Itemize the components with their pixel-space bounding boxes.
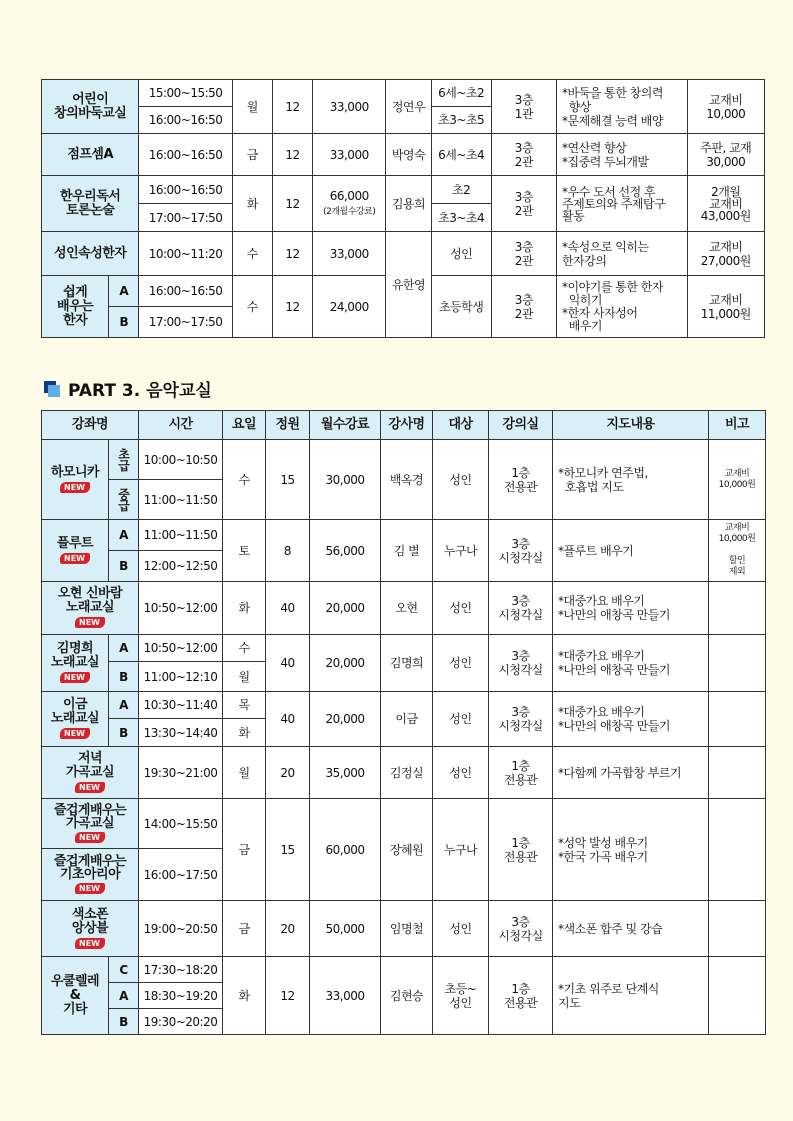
- content: *연산력 향상 *집중력 두뇌개발: [557, 134, 688, 176]
- class-time: 10:50~12:00: [139, 635, 223, 662]
- content: *이야기를 통한 한자 익히기 *한자 사자성어 배우기: [557, 276, 688, 338]
- class-day: 월: [223, 747, 266, 799]
- note: 교재비 11,000원: [687, 276, 764, 338]
- target: 6세~초2: [431, 80, 491, 107]
- content: *대중가요 배우기 *나만의 애창곡 만들기: [553, 692, 709, 747]
- target: 초등학생: [431, 276, 491, 338]
- monthly-fee: 33,000: [313, 134, 386, 176]
- note: 교재비 10,000원 할인 제외: [709, 520, 766, 582]
- monthly-fee: 35,000: [310, 747, 381, 799]
- header-capacity: 정원: [266, 411, 310, 440]
- capacity: 8: [266, 520, 310, 582]
- class-day: 수: [232, 232, 272, 276]
- room: 3층 2관: [491, 232, 556, 276]
- header-teacher: 강사명: [381, 411, 433, 440]
- monthly-fee: 33,000: [313, 232, 386, 276]
- note: [709, 692, 766, 747]
- new-badge: NEW: [75, 832, 105, 843]
- table-row: [42, 440, 766, 480]
- class-time: 19:30~21:00: [139, 747, 223, 799]
- note: 교재비 27,000원: [687, 232, 764, 276]
- group-label: B: [109, 307, 139, 338]
- capacity: 20: [266, 747, 310, 799]
- course-name: 김명희 노래교실 NEW: [42, 635, 109, 692]
- table-row: [42, 520, 766, 551]
- target: 누구나: [433, 799, 489, 901]
- capacity: 12: [272, 232, 312, 276]
- course-name: 쉽게 배우는 한자: [42, 276, 109, 338]
- new-badge: NEW: [75, 883, 105, 894]
- class-time: 12:00~12:50: [139, 551, 223, 582]
- group-label: A: [109, 635, 139, 662]
- class-time: 13:30~14:40: [139, 719, 223, 747]
- class-time: 17:00~17:50: [139, 204, 232, 232]
- teacher: 김 별: [381, 520, 433, 582]
- course-name: 이금 노래교실 NEW: [42, 692, 109, 747]
- capacity: 40: [266, 635, 310, 692]
- class-time: 10:30~11:40: [139, 692, 223, 719]
- class-time: 17:30~18:20: [139, 957, 223, 983]
- note: [709, 747, 766, 799]
- note: [709, 635, 766, 692]
- table-row: [42, 80, 765, 107]
- note: 교재비 10,000: [687, 80, 764, 134]
- room: 1층 전용관: [489, 440, 553, 520]
- table-row: [42, 176, 765, 204]
- teacher: 유한영: [386, 232, 431, 338]
- course-name: 어린이 창의바둑교실: [42, 80, 139, 134]
- content: *우수 도서 선정 후 주제토의와 주제탐구 활동: [557, 176, 688, 232]
- section-heading: [44, 376, 212, 401]
- target: 성인: [433, 635, 489, 692]
- group-label: B: [109, 1009, 139, 1035]
- monthly-fee: 24,000: [313, 276, 386, 338]
- note: 주판, 교재 30,000: [687, 134, 764, 176]
- class-table-part2: [41, 79, 765, 338]
- course-name: 한우리독서 토론논술: [42, 176, 139, 232]
- room: 3층 2관: [491, 134, 556, 176]
- group-label: A: [109, 520, 139, 551]
- new-badge: NEW: [75, 617, 105, 628]
- target: 6세~초4: [431, 134, 491, 176]
- class-day: 금: [232, 134, 272, 176]
- teacher: 김용희: [386, 176, 431, 232]
- class-time: 17:00~17:50: [139, 307, 232, 338]
- monthly-fee: 30,000: [310, 440, 381, 520]
- class-day: 화: [223, 582, 266, 635]
- group-label: B: [109, 662, 139, 692]
- monthly-fee: 56,000: [310, 520, 381, 582]
- note: [709, 582, 766, 635]
- class-time: 19:00~20:50: [139, 901, 223, 957]
- group-label: B: [109, 719, 139, 747]
- target: 초3~초5: [431, 107, 491, 134]
- header-room: 강의실: [489, 411, 553, 440]
- target: 성인: [433, 692, 489, 747]
- monthly-fee: 20,000: [310, 582, 381, 635]
- room: 1층 전용관: [489, 747, 553, 799]
- group-label: B: [109, 551, 139, 582]
- monthly-fee: 33,000: [310, 957, 381, 1035]
- teacher: 임명철: [381, 901, 433, 957]
- capacity: 12: [272, 80, 312, 134]
- class-day: 금: [223, 799, 266, 901]
- target: 성인: [433, 747, 489, 799]
- content: *성악 발성 배우기 *한국 가곡 배우기: [553, 799, 709, 901]
- room: 3층 2관: [491, 176, 556, 232]
- table-row: [42, 901, 766, 957]
- capacity: 40: [266, 692, 310, 747]
- header-target: 대상: [433, 411, 489, 440]
- class-time: 14:00~15:50: [139, 799, 223, 849]
- course-name: 즐겁게배우는 기초아리아 NEW: [42, 849, 139, 901]
- monthly-fee: 33,000: [313, 80, 386, 134]
- teacher: 오현: [381, 582, 433, 635]
- course-name: 플루트 NEW: [42, 520, 109, 582]
- note: [709, 901, 766, 957]
- new-badge: NEW: [60, 553, 90, 564]
- class-time: 18:30~19:20: [139, 983, 223, 1009]
- header-time: 시간: [139, 411, 223, 440]
- monthly-fee: 50,000: [310, 901, 381, 957]
- new-badge: NEW: [75, 938, 105, 949]
- capacity: 15: [266, 440, 310, 520]
- class-day: 화: [223, 957, 266, 1035]
- level-label: 초급: [109, 440, 139, 480]
- target: 누구나: [433, 520, 489, 582]
- capacity: 15: [266, 799, 310, 901]
- note: [709, 799, 766, 901]
- class-time: 16:00~17:50: [139, 849, 223, 901]
- class-time: 11:00~12:10: [139, 662, 223, 692]
- content: *속성으로 익히는 한자강의: [557, 232, 688, 276]
- monthly-fee: 20,000: [310, 635, 381, 692]
- target: 성인: [433, 440, 489, 520]
- room: 1층 전용관: [489, 799, 553, 901]
- class-day: 월: [232, 80, 272, 134]
- header-day: 요일: [223, 411, 266, 440]
- class-time: 11:00~11:50: [139, 520, 223, 551]
- teacher: 김현승: [381, 957, 433, 1035]
- table-header-row: [42, 411, 766, 440]
- group-label: A: [109, 692, 139, 719]
- table-row: [42, 582, 766, 635]
- capacity: 12: [272, 276, 312, 338]
- target: 초등~ 성인: [433, 957, 489, 1035]
- course-name: 하모니카 NEW: [42, 440, 109, 520]
- new-badge: NEW: [60, 672, 90, 683]
- class-day: 목: [223, 692, 266, 719]
- course-name: 우쿨렐레 & 기타: [42, 957, 109, 1035]
- class-time: 16:00~16:50: [139, 107, 232, 134]
- class-day: 수: [223, 440, 266, 520]
- content: *대중가요 배우기 *나만의 애창곡 만들기: [553, 635, 709, 692]
- monthly-fee: 60,000: [310, 799, 381, 901]
- target: 성인: [431, 232, 491, 276]
- new-badge: NEW: [75, 782, 105, 793]
- teacher: 김명희: [381, 635, 433, 692]
- group-label: A: [109, 983, 139, 1009]
- course-name: 오현 신바람 노래교실 NEW: [42, 582, 139, 635]
- class-day: 화: [232, 176, 272, 232]
- table-row: [42, 799, 766, 849]
- target: 성인: [433, 582, 489, 635]
- target: 초2: [431, 176, 491, 204]
- class-day: 수: [223, 635, 266, 662]
- class-day: 수: [232, 276, 272, 338]
- room: 3층 시청각실: [489, 582, 553, 635]
- content: *기초 위주로 단계식 지도: [553, 957, 709, 1035]
- class-time: 16:00~16:50: [139, 134, 232, 176]
- class-time: 10:50~12:00: [139, 582, 223, 635]
- teacher: 박영숙: [386, 134, 431, 176]
- room: 3층 시청각실: [489, 692, 553, 747]
- note: [709, 957, 766, 1035]
- square-bullet-icon: [44, 381, 60, 397]
- class-day: 금: [223, 901, 266, 957]
- course-name: 점프셈A: [42, 134, 139, 176]
- class-time: 11:00~11:50: [139, 480, 223, 520]
- class-time: 16:00~16:50: [139, 176, 232, 204]
- table-row: [42, 692, 766, 719]
- content: *하모니카 연주법, 호흡법 지도: [553, 440, 709, 520]
- new-badge: NEW: [60, 728, 90, 739]
- table-row: [42, 747, 766, 799]
- capacity: 12: [272, 134, 312, 176]
- course-name: 성인속성한자: [42, 232, 139, 276]
- capacity: 12: [266, 957, 310, 1035]
- course-name: 저녁 가곡교실 NEW: [42, 747, 139, 799]
- class-day: 월: [223, 662, 266, 692]
- course-name: 즐겁게배우는 가곡교실 NEW: [42, 799, 139, 849]
- level-label: 중급: [109, 480, 139, 520]
- content: *다함께 가곡합창 부르기: [553, 747, 709, 799]
- group-label: A: [109, 276, 139, 307]
- teacher: 김정실: [381, 747, 433, 799]
- capacity: 12: [272, 176, 312, 232]
- room: 1층 전용관: [489, 957, 553, 1035]
- content: *바둑을 통한 창의력 향상 *문제해결 능력 배양: [557, 80, 688, 134]
- capacity: 20: [266, 901, 310, 957]
- content: *색소폰 합주 및 강습: [553, 901, 709, 957]
- room: 3층 시청각실: [489, 635, 553, 692]
- table-row: [42, 134, 765, 176]
- room: 3층 시청각실: [489, 901, 553, 957]
- room: 3층 2관: [491, 276, 556, 338]
- class-time: 16:00~16:50: [139, 276, 232, 307]
- section-title: PART 3. 음악교실: [68, 381, 212, 401]
- teacher: 이금: [381, 692, 433, 747]
- header-fee: 월수강료: [310, 411, 381, 440]
- capacity: 40: [266, 582, 310, 635]
- header-name: 강좌명: [42, 411, 139, 440]
- teacher: 백옥경: [381, 440, 433, 520]
- group-label: C: [109, 957, 139, 983]
- music-class-table: [41, 410, 766, 1035]
- new-badge: NEW: [60, 482, 90, 493]
- class-time: 10:00~10:50: [139, 440, 223, 480]
- table-row: [42, 957, 766, 983]
- class-day: 토: [223, 520, 266, 582]
- header-note: 비고: [709, 411, 766, 440]
- teacher: 장혜원: [381, 799, 433, 901]
- class-time: 15:00~15:50: [139, 80, 232, 107]
- monthly-fee: 66,000 (2개월수강료): [313, 176, 386, 232]
- room: 3층 1관: [491, 80, 556, 134]
- table-row: [42, 232, 765, 276]
- content: *대중가요 배우기 *나만의 애창곡 만들기: [553, 582, 709, 635]
- target: 초3~초4: [431, 204, 491, 232]
- header-content: 지도내용: [553, 411, 709, 440]
- class-day: 화: [223, 719, 266, 747]
- table-row: [42, 635, 766, 662]
- class-time: 19:30~20:20: [139, 1009, 223, 1035]
- room: 3층 시청각실: [489, 520, 553, 582]
- class-time: 10:00~11:20: [139, 232, 232, 276]
- course-name: 색소폰 앙상블 NEW: [42, 901, 139, 957]
- content: *플루트 배우기: [553, 520, 709, 582]
- target: 성인: [433, 901, 489, 957]
- teacher: 정연우: [386, 80, 431, 134]
- monthly-fee: 20,000: [310, 692, 381, 747]
- note: 2개월 교재비 43,000원: [687, 176, 764, 232]
- note: 교재비 10,000원: [709, 440, 766, 520]
